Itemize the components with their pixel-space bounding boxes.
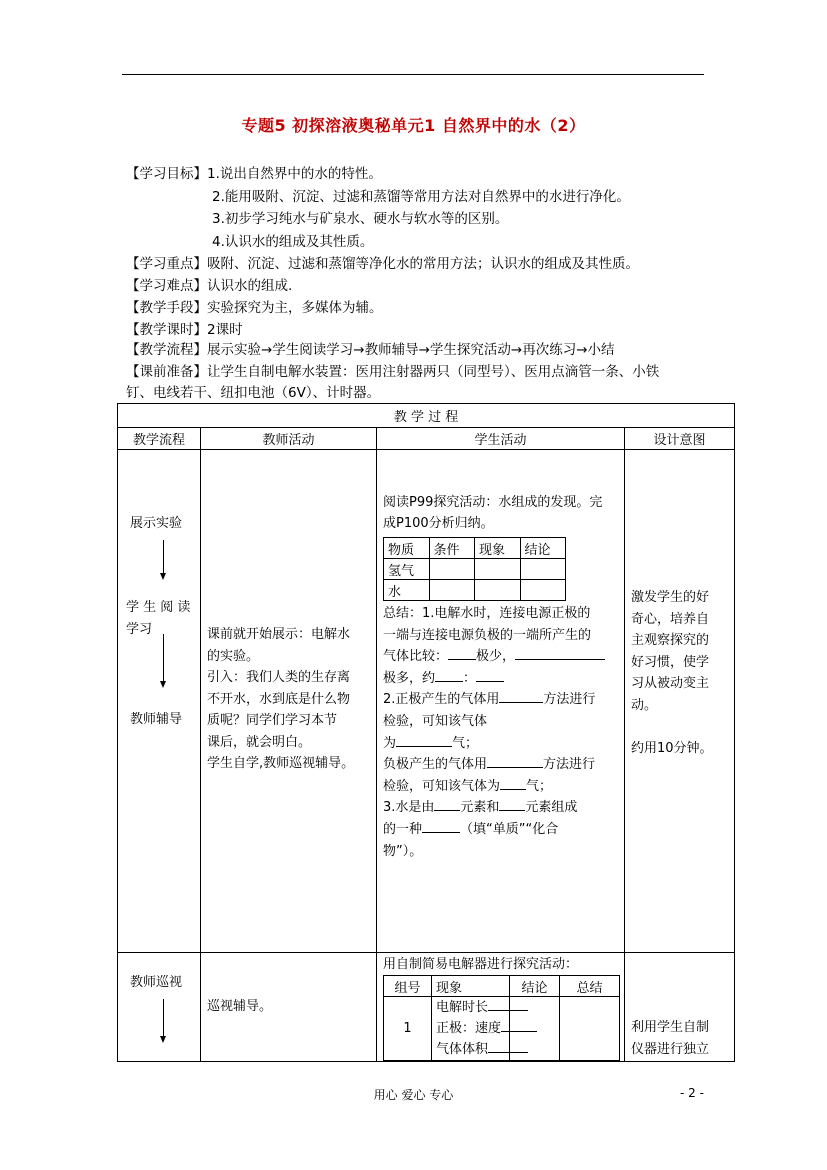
page-number: - 2 -	[680, 1086, 704, 1100]
row1-intent-cell	[625, 450, 735, 953]
down-arrow-icon	[163, 540, 164, 578]
hours-line: 【教学课时】2课时	[126, 322, 243, 338]
goal-line-2: 2.能用吸附、沉淀、过滤和蒸馏等常用方法对自然界中的水进行净化。	[212, 189, 630, 205]
header-rule	[122, 74, 704, 75]
focus-line: 【学习重点】吸附、沉淀、过滤和蒸馏等净化水的常用方法；认识水的组成及其性质。	[126, 256, 639, 272]
teaching-process-table	[117, 403, 735, 1062]
design-intent-2: 利用学生自制 仪器进行独立	[631, 1020, 710, 1057]
page-footer: 用心 爱心 专心	[373, 1088, 454, 1102]
student-intro: 阅读P99探究活动：水组成的发现。完 成P100分析归纳。	[383, 495, 603, 531]
goal-line-4: 4.认识水的组成及其性质。	[212, 234, 374, 250]
summary-block: 总结：1.电解水时，连接电源正极的 一端与连接电源负极的一端所产生的 气体比较： 极少， 极多，约 ： 2.正极产生的气体用 方法进行 检验，可知该气体 为 气； 负极产生的气体用 方法进行 检验，可知该气体为 气； 3.水是由 元素和 元素组成 的一种 （填“单质”“化合 物”）。	[383, 603, 623, 862]
flow-step-4: 教师巡视	[130, 975, 183, 990]
row1-student-cell	[377, 450, 625, 953]
difficulty-line: 【学习难点】认识水的组成.	[126, 278, 293, 294]
page-title: 专题5 初探溶液奥秘单元1 自然界中的水（2）	[241, 116, 586, 135]
prep-line-2: 钉、电线若干、纽扣电池（6V）、计时器。	[126, 385, 381, 401]
means-line: 【教学手段】实验探究为主，多媒体为辅。	[126, 300, 383, 316]
flow-line: 【教学流程】展示实验→学生阅读学习→教师辅导→学生探究活动→再次练习→小结	[126, 342, 615, 358]
goal-line-3: 3.初步学习纯水与矿泉水、硬水与软水等的区别。	[212, 211, 509, 227]
flow-step-3: 教师辅导	[130, 712, 183, 727]
row2-intent-cell	[625, 953, 735, 1062]
row2-student-cell	[377, 953, 625, 1062]
flow-step-2: 学 生 阅 读	[126, 600, 191, 615]
student-intro-2: 用自制简易电解器进行探究活动：	[383, 957, 579, 972]
down-arrow-icon	[163, 999, 164, 1041]
row2-flow-cell	[118, 953, 201, 1062]
col-header-student: 学生活动	[377, 428, 625, 450]
down-arrow-icon	[163, 634, 164, 686]
teacher-activity: 课前就开始展示：电解水 的实验。 引入：我们人类的生存离 不开水，水到底是什么物 质呢？同学们学习本节 课后，就会明白。 学生自学,教师巡视辅导。	[207, 627, 355, 771]
row2-teacher-cell	[201, 953, 377, 1062]
col-header-intent: 设计意图	[625, 428, 735, 450]
table-header: 教 学 过 程	[118, 404, 735, 428]
observation-table: 物质 条件 现象 结论 氢气 水	[383, 537, 566, 601]
teacher-activity-2: 巡视辅导。	[207, 999, 273, 1014]
flow-step-2b: 学习	[126, 622, 153, 637]
experiment-table: 组号 现象 结论 总结 1 电解时长 正极：速度 气体体积	[383, 975, 620, 1061]
row1-teacher-cell	[201, 450, 377, 953]
col-header-teacher: 教师活动	[201, 428, 377, 450]
col-header-flow: 教学流程	[118, 428, 201, 450]
flow-step-1: 展示实验	[130, 516, 183, 531]
row1-flow-cell	[118, 450, 201, 953]
design-intent: 激发学生的好 奇心，培养自 主观察探究的 好习惯，使学 习从被动变主 动。 约用10分钟。	[631, 590, 713, 756]
prep-line-1: 【课前准备】让学生自制电解水装置：医用注射器两只（同型号）、医用点滴管一条、小铁	[126, 364, 660, 380]
goal-line-1: 【学习目标】1.说出自然界中的水的特性。	[126, 166, 382, 182]
